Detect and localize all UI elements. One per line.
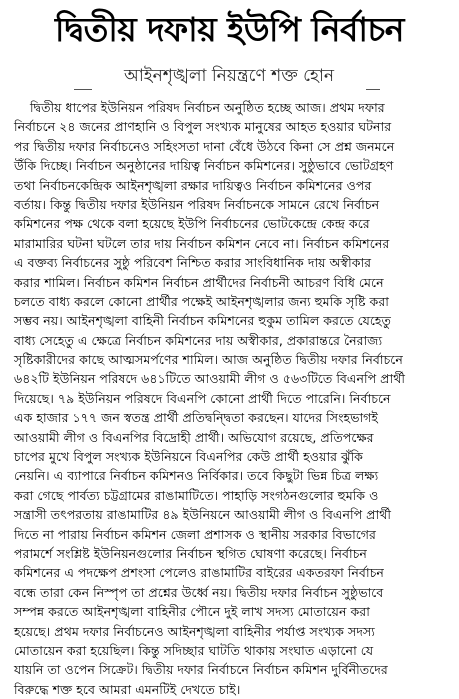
article-line: আওয়ামী লীগ ও বিএনপির বিদ্রোহী প্রার্থী। অভিযোগ রয়েছে, প্রতিপক্ষের [14,429,374,445]
article-line: তথা নির্বাচনকেন্দ্রিক আইনশৃঙ্খলা রক্ষার দায়িত্বও নির্বাচন কমিশনের ওপর [14,177,372,193]
article-line: সম্ভব নয়। আইনশৃঙ্খলা বাহিনী নির্বাচন কমিশনের হুকুম তামিল করতে যেহেতু [14,313,391,329]
article-line: নেয়নি। এ ব্যাপারে নির্বাচন কমিশনও নির্বিকার। তবে কিছুটা ভিন্ন চিত্র লক্ষ্য [14,468,379,484]
article-line: সন্ত্রাসী তৎপরতায় রাঙামাটির ৪৯ ইউনিয়নে আওয়ামী লীগ ও বিএনপি প্রার্থী [14,507,391,523]
article-line: কমিশনের পক্ষ থেকে বলা হয়েছে ইউপি নির্বাচনের ভোটকেন্দ্রে কেন্দ্র করে [14,216,370,232]
article-line: সৃষ্টিকারীদের কাছে আত্মসমর্পণের শামিল। আজ অনুষ্ঠিত দ্বিতীয় দফার নির্বাচনে [14,352,403,368]
article-body [14,98,448,697]
subheadline-rule-right [366,89,380,90]
article-line: মোতায়েন করা হয়েছিল। কিন্তু সদিচ্ছার ঘাটতি থাকায় সংঘাত এড়ানো যে [14,642,374,658]
subheadline-block [0,60,459,94]
article-line: যায়নি তা ওপেন সিক্রেট। দ্বিতীয় দফার নির্বাচনে নির্বাচন কমিশন দুর্বিনীতদের [14,662,388,678]
subheadline: আইনশৃঙ্খলা নিয়ন্ত্রণে শক্ত হোন [123,66,335,86]
article-line: পর দ্বিতীয় দফার নির্বাচনেও সহিংসতা দানা বেঁধে উঠবে কিনা সে প্রশ্ন জনমনে [14,138,395,154]
article-line: এ বক্তব্য নির্বাচনের সুষ্ঠু পরিবেশ নিশ্চিত করার সাংবিধানিক দায় অস্বীকার [14,255,372,271]
article-line: ৬৪২টি ইউনিয়ন পরিষদে ৬৪১টিতে আওয়ামী লীগ ও ৫৬৩টিতে বিএনপি প্রার্থী [14,371,405,387]
article-line: সম্পন্ন করতে আইনশৃঙ্খলা বাহিনীর পৌনে দুই লাখ সদস্য মোতায়েন করা [14,604,370,620]
headline: দ্বিতীয় দফায় ইউপি নির্বাচন [55,10,404,49]
article-line: পরামর্শে সংশ্লিষ্ট ইউনিয়নগুলোর নির্বাচন স্থগিত ঘোষণা করেছে। নির্বাচন [14,545,367,561]
article-line: বর্তায়। কিন্তু দ্বিতীয় দফার ইউনিয়ন পরিষদ নির্বাচনকে সামনে রেখে নির্বাচন [14,196,380,212]
article-line: মারামারির ঘটনা ঘটলে তার দায় নির্বাচন কমিশন নেবে না। নির্বাচন কমিশনের [14,235,390,251]
article-line: দিয়েছে। ৭৯ ইউনিয়ন পরিষদে বিএনপি কোনো প্রার্থী দিতে পারেনি। নির্বাচনে [14,390,391,406]
article-line: চলতে বাধ্য করলে কোনো প্রার্থীর পক্ষেই আইনশৃঙ্খলার জন্য হুমকি সৃষ্টি করা [14,293,389,309]
article-line: বিরুদ্ধে শক্ত হবে আমরা এমনটিই দেখতে চাই। [14,681,241,697]
article-line: দ্বিতীয় ধাপের ইউনিয়ন পরিষদ নির্বাচন অনুষ্ঠিত হচ্ছে আজ। প্রথম দফার [30,100,385,115]
article-line: কমিশনের এ পদক্ষেপ প্রশংসা পেলেও রাঙামাটির বাইরের একতরফা নির্বাচন [14,565,384,581]
article-line: এক হাজার ১৭৭ জন স্বতন্ত্র প্রার্থী প্রতিদ্বন্দ্বিতা করছেন। যাদের সিংহভাগই [14,410,378,426]
article-line: করার শামিল। নির্বাচন কমিশন নির্বাচন প্রার্থীদের নির্বাচনী আচরণ বিধি মেনে [14,274,384,290]
article-line: বন্ধে তারা কেন নিস্পৃপ তা প্রশ্নের উর্ধ্বে নয়। দ্বিতীয় দফার নির্বাচন সুষ্ঠুভাবে [14,584,384,600]
article-line: করা গেছে পার্বত্য চট্টগ্রামের রাঙামাটিতে। পাহাড়ি সংগঠনগুলোর হুমকি ও [14,487,379,503]
article-line: বাধ্য সেহেতু এ ক্ষেত্রে নির্বাচন কমিশনের দায় অস্বীকার, প্রকারান্তরে নৈরাজ্য [14,332,383,348]
article-line: হয়েছে। প্রথম দফার নির্বাচনেও আইনশৃঙ্খলা বাহিনীর পর্যাপ্ত সংখ্যক সদস্য [14,623,375,639]
article-line: নির্বাচনে ২৪ জনের প্রাণহানি ও বিপুল সংখ্যক মানুষের আহত হওয়ার ঘটনার [14,119,392,135]
article-line: দিতে না পারায় নির্বাচন কমিশন জেলা প্রশাসক ও স্থানীয় সরকার বিভাগের [14,526,376,542]
article-line: উঁকি দিচ্ছে। নির্বাচন অনুষ্ঠানের দায়িত্ব নির্বাচন কমিশনের। সুষ্ঠুভাবে ভোটগ্রহণ [14,158,394,174]
article-line: চাপের মুখে বিপুল সংখ্যক ইউনিয়নে বিএনপির কেউ প্রার্থী হওয়ার ঝুঁকি [14,449,363,465]
